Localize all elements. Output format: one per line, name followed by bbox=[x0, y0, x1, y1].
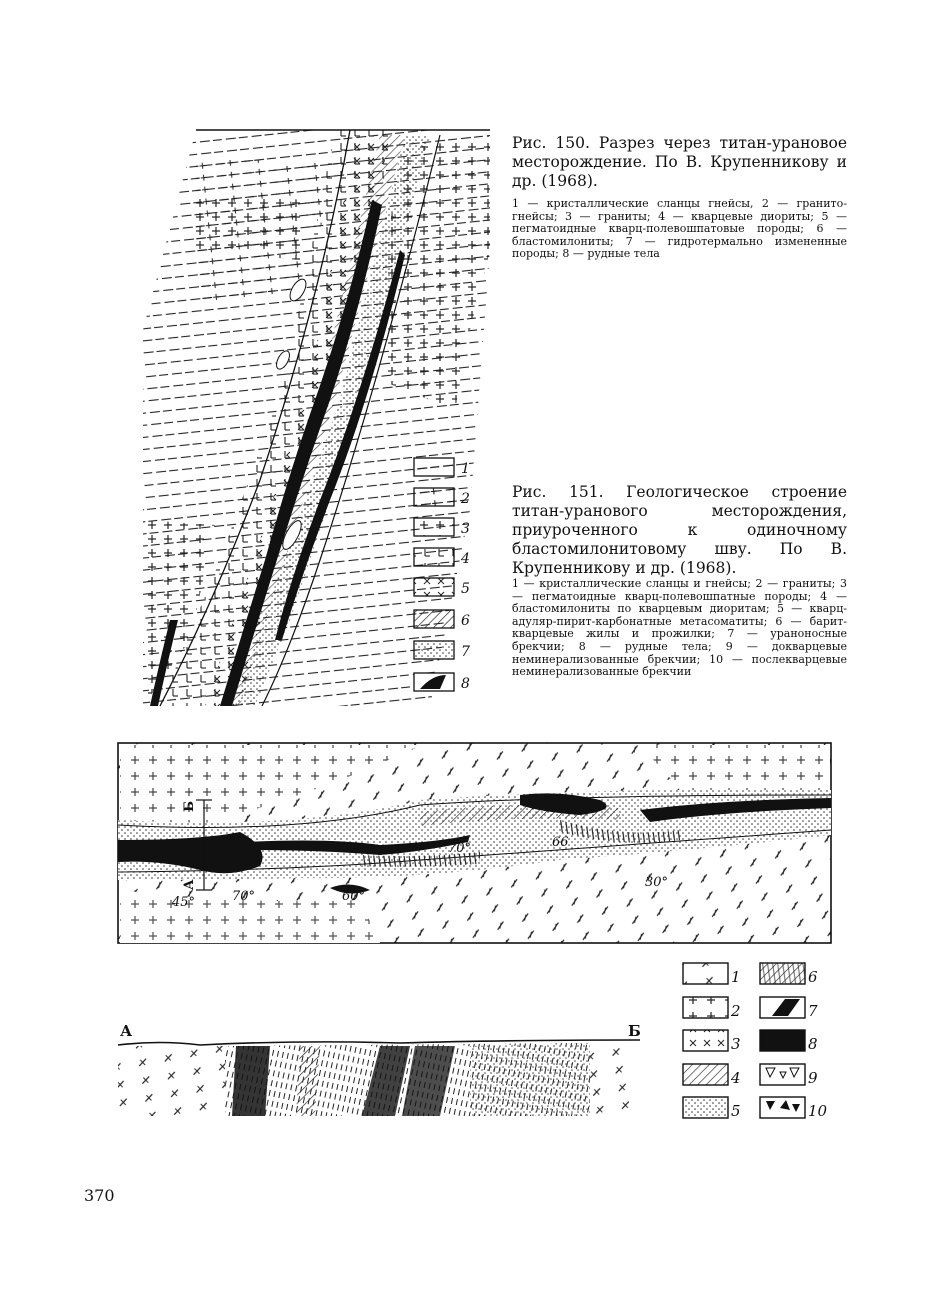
fig150-legend-text: 1 — кристаллические сланцы гнейсы, 2 — гранито-гнейсы; 3 — граниты; 4 — кварцевые диориты; 5 — пегматоидные кварц-полевошпатовые породы; 6 — бластомилониты; 7 — гидротермально измененные породы; 8 — рудные тела bbox=[512, 197, 847, 261]
map-151 bbox=[118, 743, 831, 943]
legend-151-item-8 bbox=[760, 1030, 805, 1051]
section-151 bbox=[118, 1040, 640, 1116]
section-151-labels bbox=[120, 1022, 641, 1040]
section-label-b: Б bbox=[628, 1022, 641, 1040]
dip-label-3: 45° bbox=[172, 895, 196, 910]
fig151-title: Рис. 151. Геологическое строение титан-уранового месторождения, приуроченного к одиночному бластомилонитовому шву. По В. Крупенникову и др. (1968). bbox=[512, 483, 847, 577]
legend-151-num-2: 2 bbox=[731, 1002, 741, 1020]
legend-151-item-5 bbox=[683, 1097, 728, 1118]
legend-151-item-3 bbox=[683, 1030, 728, 1051]
fig150-title: Рис. 150. Разрез через титан-урановое месторождение. По В. Крупенникову и др. (1968). bbox=[512, 134, 847, 190]
legend-150-item-5 bbox=[414, 578, 454, 596]
legend-151-item-9 bbox=[760, 1064, 805, 1085]
dip-label-2: 66 bbox=[552, 835, 569, 850]
map-section-b: Б bbox=[182, 800, 197, 812]
legend-151-item-4 bbox=[683, 1064, 728, 1085]
legend-151-num-9: 9 bbox=[808, 1069, 818, 1087]
legend-150-item-1 bbox=[414, 458, 454, 476]
legend-150-item-4 bbox=[414, 548, 454, 566]
legend-151-item-2 bbox=[683, 997, 728, 1018]
legend-151-num-6: 6 bbox=[808, 968, 818, 986]
dip-label-6: 30° bbox=[645, 875, 669, 890]
legend-150-item-6 bbox=[414, 610, 454, 628]
legend-150-item-8 bbox=[414, 673, 454, 691]
legend-150-item-2 bbox=[414, 488, 454, 506]
page-number: 370 bbox=[84, 1186, 115, 1205]
legend-150-num-8: 8 bbox=[461, 676, 470, 692]
legend-151-item-1 bbox=[683, 963, 728, 984]
legend-150-num-1: 1 bbox=[461, 461, 470, 477]
legend-150-num-5: 5 bbox=[461, 581, 470, 597]
legend-151 bbox=[683, 963, 805, 1118]
legend-151-num-4: 4 bbox=[731, 1069, 741, 1087]
legend-151-num-7: 7 bbox=[808, 1002, 818, 1020]
legend-150-numbers bbox=[460, 461, 470, 692]
legend-151-num-5: 5 bbox=[731, 1102, 741, 1120]
dip-label-5: 60° bbox=[342, 889, 366, 904]
legend-150-num-7: 7 bbox=[461, 644, 470, 660]
legend-150-item-7 bbox=[414, 641, 454, 659]
legend-151-item-10 bbox=[760, 1097, 805, 1118]
dip-label-4: 70° bbox=[232, 889, 256, 904]
section-label-a: А bbox=[120, 1022, 133, 1040]
legend-151-item-6 bbox=[760, 963, 805, 984]
legend-150-num-3: 3 bbox=[461, 521, 470, 537]
legend-150-item-3 bbox=[414, 518, 454, 536]
legend-151-num-3: 3 bbox=[731, 1035, 741, 1053]
legend-151-num-10: 10 bbox=[808, 1102, 828, 1120]
legend-150-num-6: 6 bbox=[461, 613, 470, 629]
legend-151-num-1: 1 bbox=[731, 968, 741, 986]
legend-150-num-4: 4 bbox=[461, 551, 470, 567]
legend-151-num-8: 8 bbox=[808, 1035, 818, 1053]
fig151-legend-text: 1 — кристаллические сланцы и гнейсы; 2 — граниты; 3 — пегматоидные кварц-полевошпатные породы; 4 — бластомилониты по кварцевым диоритам; 5 — кварц-адуляр-пирит-карбонатные метасоматиты; 6 — барит-кварцевые жилы и прожилки; 7 — ураноносные брекчии; 8 — рудные тела; 9 — докварцевые неминерализованные брекчии; 10 — послекварцевые неминерализованные брекчии bbox=[512, 577, 847, 679]
legend-150-num-2: 2 bbox=[461, 491, 470, 507]
dip-label-1: 70° bbox=[448, 841, 472, 856]
legend-151-item-7 bbox=[760, 997, 805, 1018]
map-section-a: А bbox=[182, 879, 197, 890]
